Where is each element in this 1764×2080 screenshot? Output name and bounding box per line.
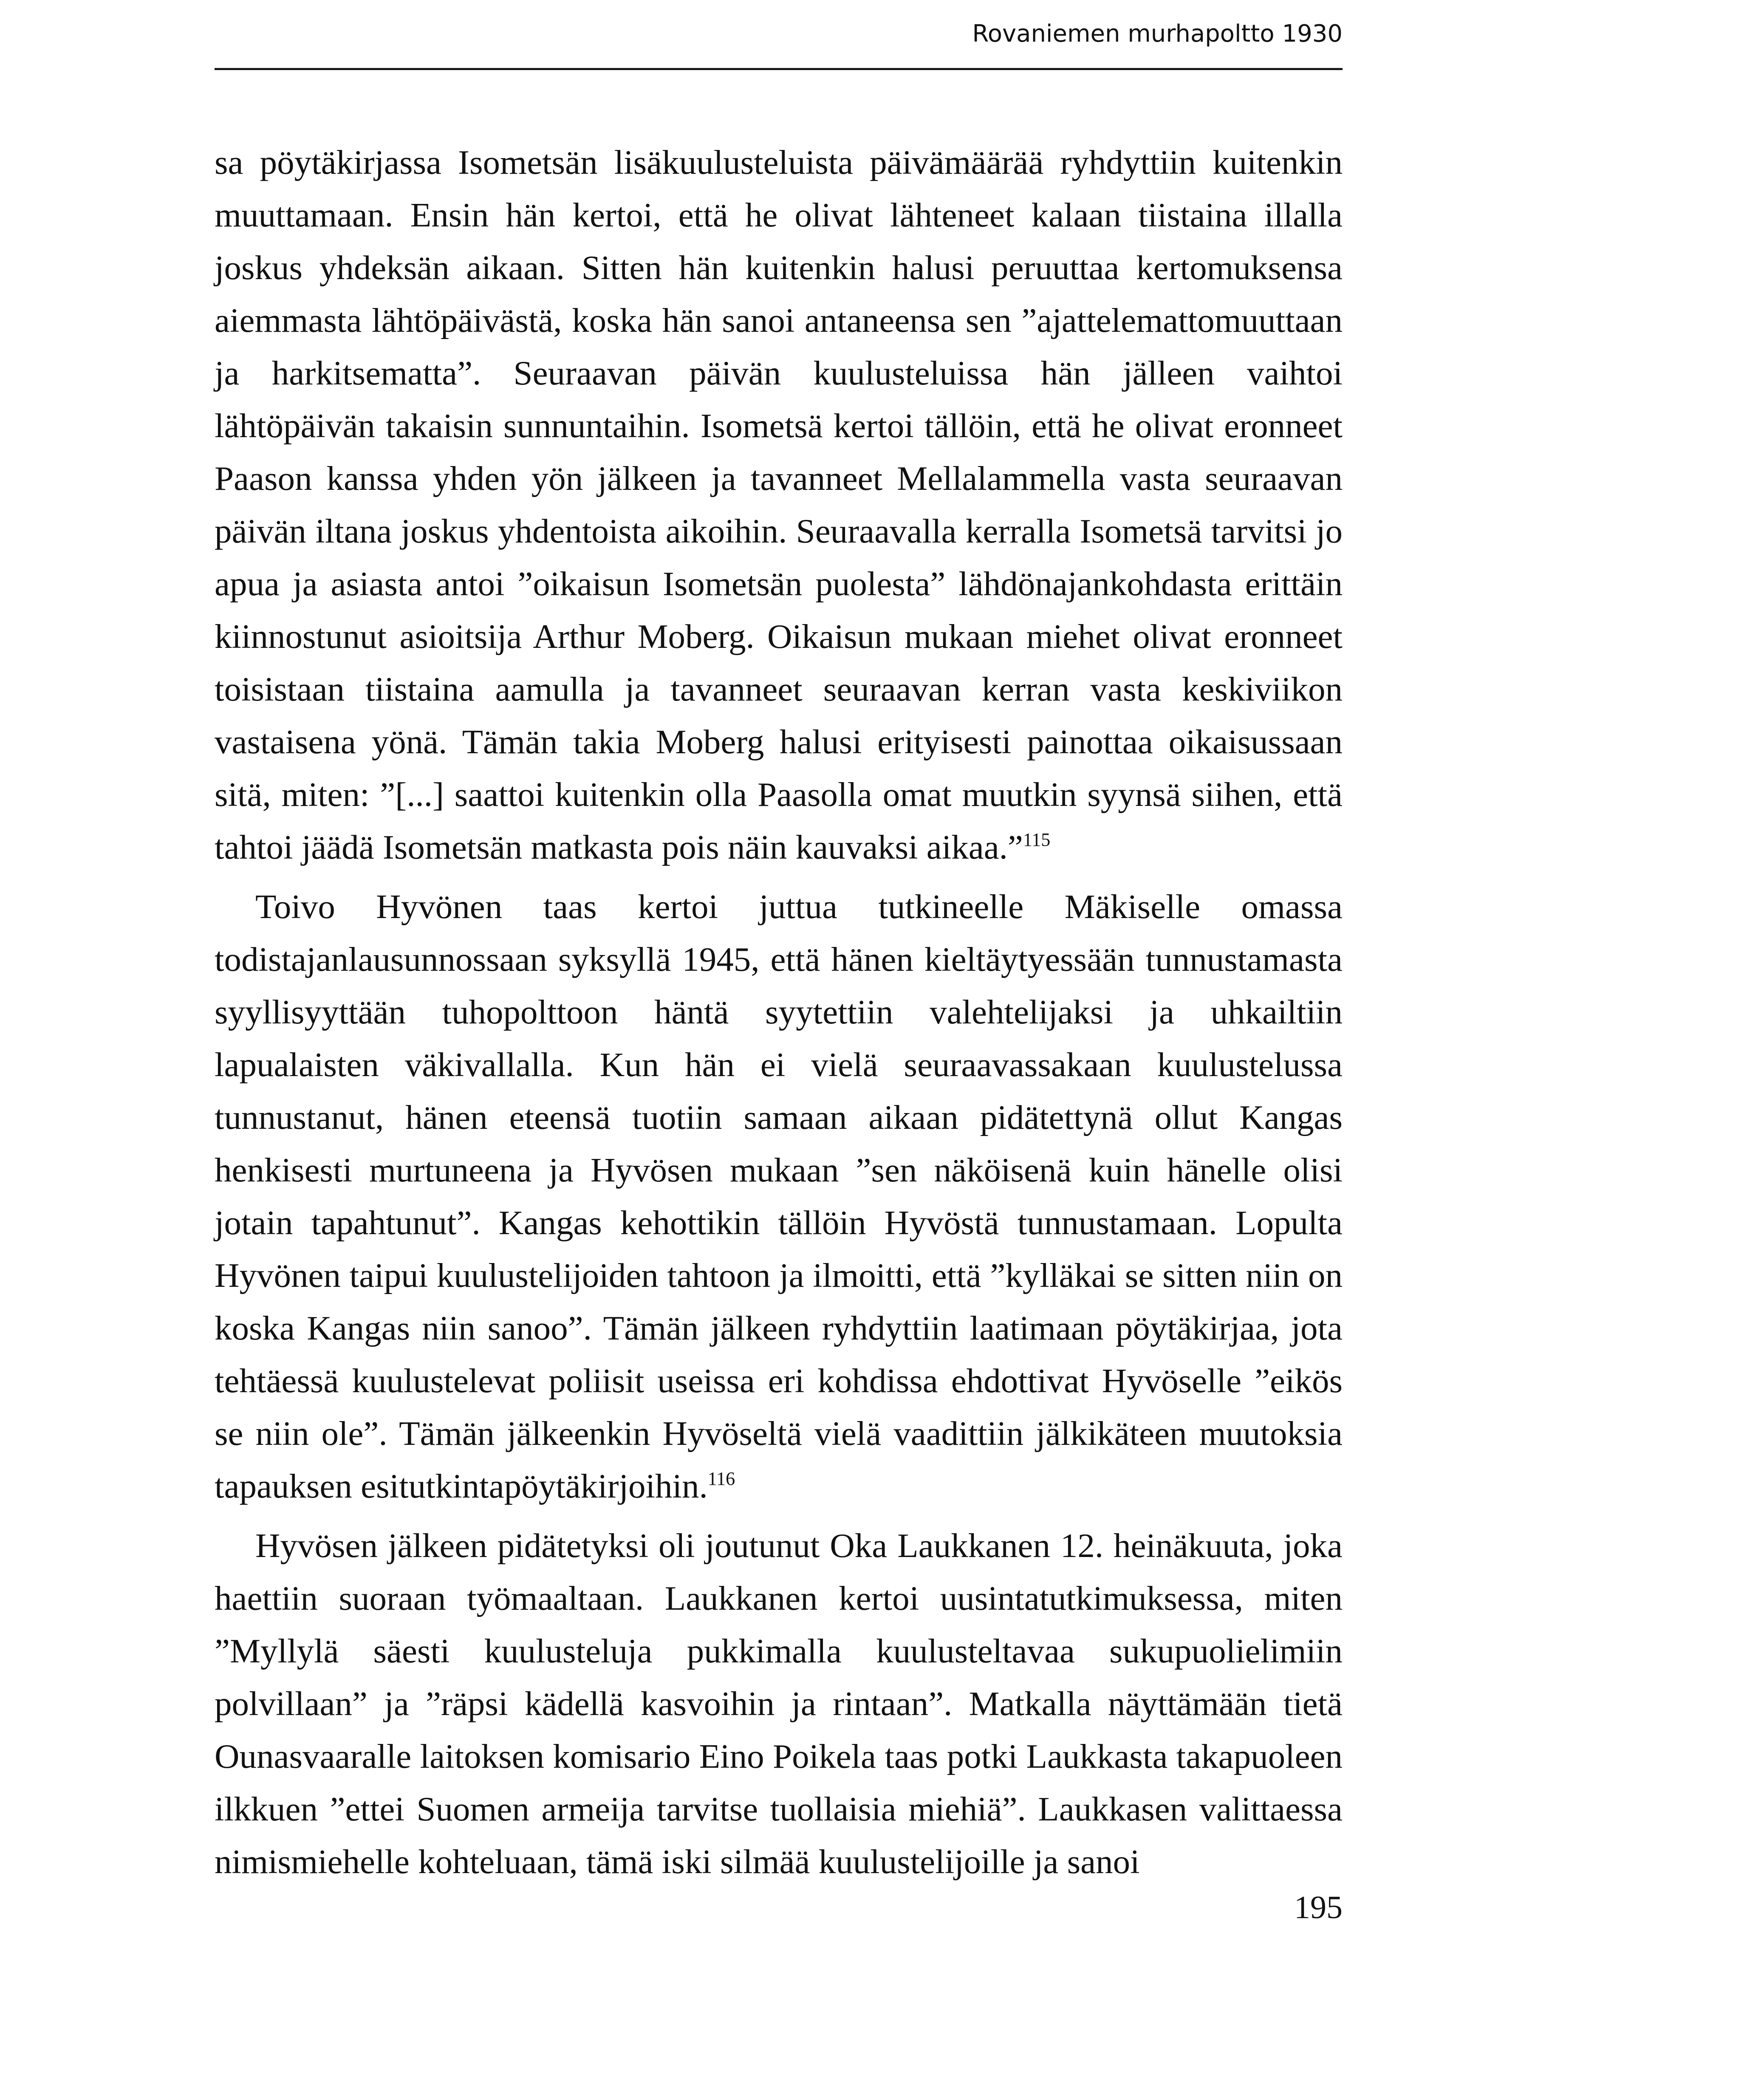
page-number: 195 [1294, 1890, 1343, 1925]
paragraph-text: Hyvösen jälkeen pidätetyksi oli joutunut Oka Laukkanen 12. heinäkuuta, joka haettiin suoraan työmaaltaan. Laukkanen kertoi uusintatutkimuksessa, miten ”Myllylä säesti kuulusteluja pukkimalla kuulusteltavaa sukupuolielimiin polvillaan” ja ”räpsi kädellä kasvoihin ja rintaan”. Matkalla näyttämään tietä Ounasvaaralle laitoksen komisario Eino Poikela taas potki Laukkasta takapuoleen ilkkuen ”ettei Suomen armeija tarvitse tuollaisia miehiä”. Laukkasen valittaessa nimismiehelle kohteluaan, tämä iski silmää kuulustelijoille ja sanoi [215, 1526, 1343, 1881]
body-text [215, 136, 1343, 1895]
paragraph-text: sa pöytäkirjassa Isometsän lisäkuulusteluista päivämäärää ryhdyttiin kuitenkin muuttamaan. Ensin hän kertoi, että he olivat lähteneet kalaan tiistaina illalla joskus yhdeksän aikaan. Sitten hän kuitenkin halusi peruuttaa kertomuksensa aiemmasta lähtöpäivästä, koska hän sanoi antaneensa sen ”ajattelemattomuuttaan ja harkitsematta”. Seuraavan päivän kuulusteluissa hän jälleen vaihtoi lähtöpäivän takaisin sunnuntaihin. Isometsä kertoi tällöin, että he olivat eronneet Paason kanssa yhden yön jälkeen ja tavanneet Mellalammella vasta seuraavan päivän iltana joskus yhdentoista aikoihin. Seuraavalla kerralla Isometsä tarvitsi jo apua ja asiasta antoi ”oikaisun Isometsän puolesta” lähdönajankohdasta erittäin kiinnostunut asioitsija Arthur Moberg. Oikaisun mukaan miehet olivat eronneet toisistaan tiistaina aamulla ja tavanneet seuraavan kerran vasta keskiviikon vastaisena yönä. Tämän takia Moberg halusi erityisesti painottaa oikaisussaan sitä, miten: ”[...] saattoi kuitenkin olla Paasolla omat muutkin syynsä siihen, että tahtoi jäädä Isometsän matkasta pois näin kauvaksi aikaa.” [215, 143, 1343, 866]
footnote-marker: 115 [1023, 829, 1051, 850]
paragraph-1 [215, 136, 1343, 873]
header-rule [215, 68, 1343, 70]
paragraph-2 [215, 880, 1343, 1512]
footnote-marker: 116 [707, 1468, 735, 1489]
running-head: Rovaniemen murhapoltto 1930 [972, 20, 1343, 48]
paragraph-3 [215, 1519, 1343, 1888]
paragraph-text: Toivo Hyvönen taas kertoi juttua tutkineelle Mäkiselle omassa todistajanlausunnossaan syksyllä 1945, että hänen kieltäytyessään tunnustamasta syyllisyyttään tuhopolttoon häntä syytettiin valehtelijaksi ja uhkailtiin lapualaisten väkivallalla. Kun hän ei vielä seuraavassakaan kuulustelussa tunnustanut, hänen eteensä tuotiin samaan aikaan pidätettynä ollut Kangas henkisesti murtuneena ja Hyvösen mukaan ”sen näköisenä kuin hänelle olisi jotain tapahtunut”. Kangas kehottikin tällöin Hyvöstä tunnustamaan. Lopulta Hyvönen taipui kuulustelijoiden tahtoon ja ilmoitti, että ”kylläkai se sitten niin on koska Kangas niin sanoo”. Tämän jälkeen ryhdyttiin laatimaan pöytäkirjaa, jota tehtäessä kuulustelevat poliisit useissa eri kohdissa ehdottivat Hyvöselle ”eikös se niin ole”. Tämän jälkeenkin Hyvöseltä vielä vaadittiin jälkikäteen muutoksia tapauksen esitutkintapöytäkirjoihin. [215, 887, 1343, 1505]
